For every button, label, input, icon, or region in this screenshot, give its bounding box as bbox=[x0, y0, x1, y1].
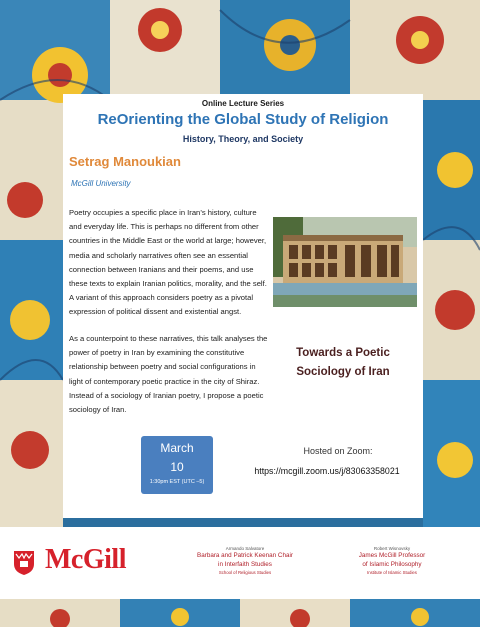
series-label: Online Lecture Series bbox=[201, 99, 285, 108]
speaker-affiliation: McGill University bbox=[71, 179, 131, 188]
bottom-tile-strip bbox=[0, 599, 480, 627]
date-month: March bbox=[160, 441, 194, 455]
speaker-name: Setrag Manoukian bbox=[69, 154, 181, 169]
chair-credit-1 bbox=[185, 546, 305, 575]
chair-2-holder: Robert Wisnovsky bbox=[373, 546, 411, 551]
chair-1-dept: School of Religious Studies bbox=[218, 570, 272, 575]
zoom-label: Hosted on Zoom: bbox=[303, 446, 373, 456]
series-subtitle: History, Theory, and Society bbox=[182, 134, 304, 144]
zoom-link[interactable]: https://mcgill.zoom.us/j/83063358021 bbox=[254, 466, 400, 476]
abstract-paragraph-1: Poetry occupies a specific place in Iran’s history, culture and everyday life. This is perhaps no different from other countries in the Middle East or the world at large; however, media and scholarly narratives often see an essential connection between Iranians and their poems, and use these texts to explain Iranian politics, morality, and the self. A variant of this approach considers poetry as a pivotal expression of political dissent and existential angst. bbox=[69, 208, 267, 317]
date-box bbox=[141, 436, 213, 494]
talk-title-line-1: Towards a Poetic bbox=[296, 347, 390, 359]
chair-2-dept: Institute of Islamic Studies bbox=[367, 570, 417, 575]
event-panel bbox=[63, 94, 423, 518]
talk-title-line-2: Sociology of Iran bbox=[296, 366, 390, 378]
chair-1-holder: Armando Salvatore bbox=[225, 546, 265, 551]
building-photo bbox=[273, 217, 417, 307]
date-day: 10 bbox=[170, 460, 184, 474]
date-time: 1:30pm EST (UTC –5) bbox=[149, 479, 205, 485]
chair-credit-2 bbox=[332, 546, 452, 575]
talk-title bbox=[263, 344, 423, 382]
chair-2-line-2: of Islamic Philosophy bbox=[362, 561, 422, 568]
mcgill-crest-icon bbox=[13, 550, 35, 576]
mcgill-logo: McGill bbox=[45, 544, 126, 575]
chair-2-line-1: James McGill Professor bbox=[358, 552, 426, 559]
chair-1-line-1: Barbara and Patrick Keenan Chair bbox=[197, 552, 293, 559]
abstract-paragraph-2: As a counterpoint to these narratives, this talk analyses the power of poetry in Iran by examining the constitutive relationship between poetry and social configurations in light of contemporary poetic practice in the city of Shiraz. Instead of a sociology of Iranian poetry, I propose a poetic sociology of Iran. bbox=[69, 334, 268, 415]
chair-1-line-2: in Interfaith Studies bbox=[218, 561, 272, 568]
series-title: ReOrienting the Global Study of Religion bbox=[97, 111, 389, 128]
